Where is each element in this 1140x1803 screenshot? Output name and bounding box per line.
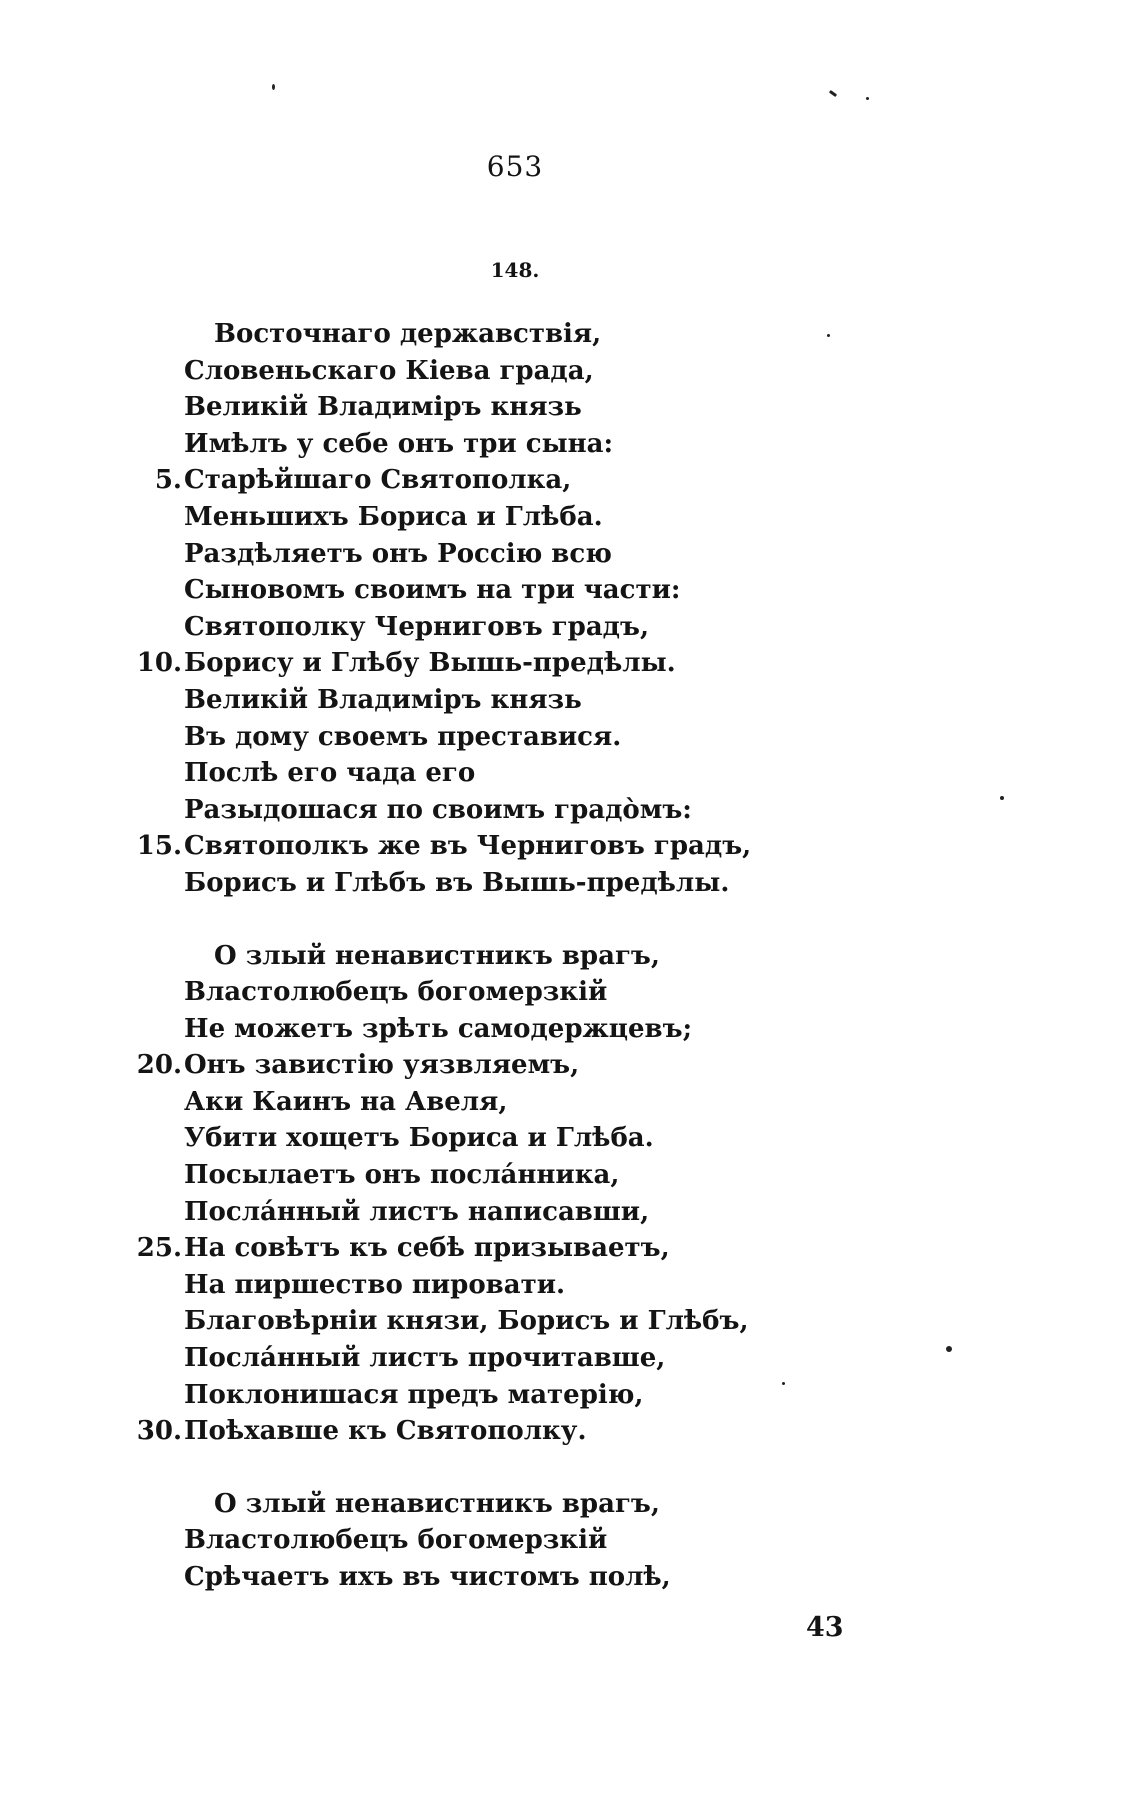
line-number: 5. bbox=[154, 465, 182, 496]
line-number: 30. bbox=[136, 1416, 182, 1447]
verse-line bbox=[0, 938, 1000, 975]
verse-text: Борисъ и Глѣбъ въ Вышь-предѣлы. bbox=[184, 867, 730, 898]
verse-text: О злый ненавистникъ врагъ, bbox=[214, 940, 660, 971]
verse-text: Разыдошася по своимъ градо̀мъ: bbox=[184, 794, 692, 825]
verse-text: Словеньскаго Кіева града, bbox=[184, 355, 594, 386]
verse-text: Великій Владиміръ князь bbox=[184, 392, 582, 423]
ink-speck bbox=[272, 84, 275, 90]
verse-text: На пиршество пировати. bbox=[184, 1269, 566, 1300]
verse-line bbox=[0, 389, 1000, 426]
verse-text: Посылаетъ онъ посла́нника, bbox=[184, 1160, 620, 1191]
verse-text: Меньшихъ Бориса и Глѣба. bbox=[184, 501, 603, 532]
verse-line bbox=[0, 1120, 1000, 1157]
poem-number: 148. bbox=[490, 258, 540, 282]
signature-mark: 43 bbox=[806, 1612, 844, 1643]
verse-line bbox=[0, 572, 1000, 609]
verse-line bbox=[0, 1194, 1000, 1231]
verse-line bbox=[0, 609, 1000, 646]
verse-line bbox=[0, 499, 1000, 536]
verse-line bbox=[0, 462, 1000, 499]
verse-line bbox=[0, 1267, 1000, 1304]
verse-text: Посла́нный листъ написавши, bbox=[184, 1196, 650, 1227]
verse-line bbox=[0, 1011, 1000, 1048]
verse-text: Властолюбецъ богомерзкій bbox=[184, 977, 608, 1008]
verse-text: Старѣйшаго Святополка, bbox=[184, 465, 572, 496]
verse-text: Имѣлъ у себе онъ три сына: bbox=[184, 428, 614, 459]
verse-text: Послѣ его чада его bbox=[184, 758, 476, 789]
line-number: 25. bbox=[136, 1233, 182, 1264]
stanza bbox=[0, 316, 1000, 902]
verse-line bbox=[0, 353, 1000, 390]
verse-line bbox=[0, 1084, 1000, 1121]
verse-text: Поѣхавше къ Святополку. bbox=[184, 1416, 587, 1447]
stanza bbox=[0, 938, 1000, 1450]
verse-text: Сыновомъ своимъ на три части: bbox=[184, 575, 681, 606]
verse-line bbox=[0, 1377, 1000, 1414]
verse-line bbox=[0, 974, 1000, 1011]
verse-text: Благовѣрніи князи, Борисъ и Глѣбъ, bbox=[184, 1306, 749, 1337]
verse-text: Онъ завистію уязвляемъ, bbox=[184, 1050, 580, 1081]
verse-text: Раздѣляетъ онъ Россію всю bbox=[184, 538, 612, 569]
line-number: 20. bbox=[136, 1050, 182, 1081]
verse-text: Поклонишася предъ матерію, bbox=[184, 1379, 644, 1410]
verse-line bbox=[0, 1559, 1000, 1596]
poem-body bbox=[0, 316, 1000, 1632]
verse-line bbox=[0, 645, 1000, 682]
line-number: 15. bbox=[136, 831, 182, 862]
verse-text: Восточнаго державствія, bbox=[214, 319, 602, 349]
ink-speck bbox=[1000, 796, 1004, 800]
ink-speck bbox=[829, 90, 837, 97]
verse-line bbox=[0, 536, 1000, 573]
verse-line bbox=[0, 682, 1000, 719]
verse-line bbox=[0, 1230, 1000, 1267]
verse-line bbox=[0, 1303, 1000, 1340]
verse-line bbox=[0, 865, 1000, 902]
verse-line bbox=[0, 1340, 1000, 1377]
verse-line bbox=[0, 719, 1000, 756]
verse-line bbox=[0, 316, 1000, 353]
verse-text: Святополку Черниговъ градъ, bbox=[184, 611, 649, 642]
stanza bbox=[0, 1486, 1000, 1596]
verse-text: Борису и Глѣбу Вышь-предѣлы. bbox=[184, 648, 676, 679]
verse-line bbox=[0, 426, 1000, 463]
verse-line bbox=[0, 1522, 1000, 1559]
verse-text: Посла́нный листъ прочитавше, bbox=[184, 1343, 666, 1374]
verse-line bbox=[0, 792, 1000, 829]
ink-speck bbox=[866, 97, 869, 100]
verse-line bbox=[0, 828, 1000, 865]
verse-line bbox=[0, 755, 1000, 792]
verse-text: Не можетъ зрѣть самодержцевъ; bbox=[184, 1013, 693, 1044]
verse-text: Убити хощетъ Бориса и Глѣба. bbox=[184, 1123, 654, 1154]
verse-text: Въ дому своемъ преставися. bbox=[184, 721, 622, 752]
verse-text: На совѣтъ къ себѣ призываетъ, bbox=[184, 1233, 670, 1264]
verse-line bbox=[0, 1413, 1000, 1450]
page-number: 653 bbox=[486, 150, 544, 183]
verse-line bbox=[0, 1486, 1000, 1523]
verse-text: Великій Владиміръ князь bbox=[184, 684, 582, 715]
line-number: 10. bbox=[136, 648, 182, 679]
verse-text: Святополкъ же въ Черниговъ градъ, bbox=[184, 831, 752, 862]
verse-text: Властолюбецъ богомерзкій bbox=[184, 1525, 608, 1556]
verse-text: Срѣчаетъ ихъ въ чистомъ полѣ, bbox=[184, 1562, 671, 1592]
verse-text: Аки Каинъ на Авеля, bbox=[184, 1086, 508, 1117]
verse-line bbox=[0, 1047, 1000, 1084]
verse-line bbox=[0, 1157, 1000, 1194]
verse-text: О злый ненавистникъ врагъ, bbox=[214, 1488, 660, 1519]
